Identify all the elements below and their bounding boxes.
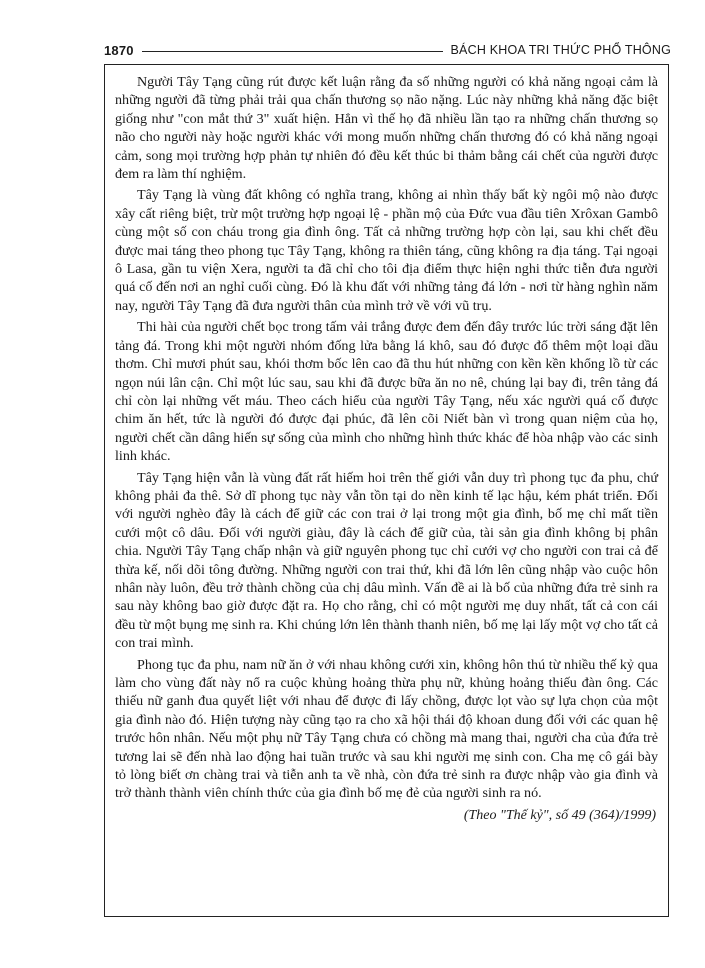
paragraph-burial-grounds: Tây Tạng là vùng đất không có nghĩa trang, không ai nhìn thấy bất kỳ ngôi mộ nào được xây cất riêng biệt, trừ một trường hợp ngoại lệ - phần mộ của Đức vua đầu tiên Xrôxan Gambô cùng một số con cháu trong gia đình ông. Tất cả những trường hợp còn lại, sau khi chết đều được mai táng theo phong tục Tây Tạng, không ra thiên táng, cũng không ra địa táng. Tại ngoại ô Lasa, gần tu viện Xera, người ta đã chỉ cho tôi địa điểm thực hiện nghi thức tiễn đưa người quá cố đến nơi an nghỉ cuối cùng. Đó là khu đất với những tảng đá lớn - nơi từ hàng nghìn năm nay, người Tây Tạng đã đưa người thân của mình trở về với vũ trụ. [115, 187, 658, 314]
paragraph-polyandry: Tây Tạng hiện vẫn là vùng đất rất hiếm hoi trên thế giới vẫn duy trì phong tục đa phu, chứ không phải đa thê. Sở dĩ phong tục này vẫn tồn tại do nền kinh tế lạc hậu, kém phát triển. Đối với người nghèo đây là cách để giữ các con trai ở lại trong một gia đình, bố mẹ chỉ mất tiền cưới một cô dâu. Đối với người giàu, đây là cách để giữ của, tài sản gia đình không bị phân chia. Người Tây Tạng chấp nhận và giữ nguyên phong tục chỉ cưới vợ cho người con trai cả để thừa kế, nối dõi tông đường. Những người con trai thứ, khi đã lớn lên cũng nhập vào cuộc hôn nhân này luôn, đều trở thành chồng của chị dâu mình. Vấn đề ai là bố của những đứa trẻ sinh ra sau này không bao giờ được đặt ra. Họ cho rằng, chỉ có một người mẹ duy nhất, tất cả con cái đều từ một bụng mẹ sinh ra. Khi chúng lớn lên thành thanh niên, bố mẹ lại lấy một vợ cho tất cả con trai mình. [115, 469, 658, 652]
running-title: BÁCH KHOA TRI THỨC PHỔ THÔNG [450, 43, 671, 57]
source-citation: (Theo "Thế kỷ", số 49 (364)/1999) [463, 807, 656, 823]
page-header [104, 38, 671, 62]
paragraph-marriage-customs: Phong tục đa phu, nam nữ ăn ở với nhau không cưới xin, không hôn thú từ nhiều thế kỷ qua làm cho vùng đất này nổ ra cuộc khủng hoảng thừa phụ nữ, khủng hoảng thiếu đàn ông. Các thiếu nữ ganh đua quyết liệt với nhau để được đi lấy chồng, được lọt vào sự lựa chọn của một gia đình nào đó. Hiện tượng này cũng tạo ra cho xã hội thái độ khoan dung đối với các quan hệ trước hôn nhân. Nếu một phụ nữ Tây Tạng chưa có chồng mà mang thai, người cha của đứa trẻ tương lai sẽ đến nhà lao động hai tuần trước và sau khi người mẹ sinh con. Cha mẹ cô gái bày tỏ lòng biết ơn chàng trai và tiễn anh ta về nhà, còn đứa trẻ sinh ra được nhập vào gia đình và trở thành thành viên chính thức của gia đình bố mẹ đẻ của người sinh ra nó. [115, 656, 658, 802]
article-box [104, 64, 669, 917]
page-number: 1870 [104, 42, 134, 58]
paragraph-sky-burial: Thi hài của người chết bọc trong tấm vải trắng được đem đến đây trước lúc trời sáng đặt lên tảng đá. Trong khi một người nhóm đống lửa bằng lá khô, sau đó được đổ thêm một loại dầu thơm. Chỉ mươi phút sau, khói thơm bốc lên cao đã thu hút những con kền kền khổng lồ từ các ngọn núi lân cận. Chỉ một lúc sau, sau khi đã được bữa ăn no nê, chúng lại bay đi, trên tảng đá chỉ còn lại những vết máu. Theo cách hiểu của người Tây Tạng, nếu xác người quá cố được chim ăn hết, tức là người đó được đại phúc, đã lên cõi Niết bàn vì trong quan niệm của họ, người chết cần dâng hiến sự sống của mình cho những hình thức khác để hòa nhập vào các sinh linh khác. [115, 319, 658, 465]
paragraph-telepathy: Người Tây Tạng cũng rút được kết luận rằng đa số những người có khả năng ngoại cảm là những người đã từng phải trải qua chấn thương sọ não nặng. Lúc này những khả năng đặc biệt giống như "con mắt thứ 3" xuất hiện. Hẳn vì thế họ đã nhiều lần tạo ra những chấn thương sọ não cho người này hoặc người khác với mong muốn những chấn thương đó có khả năng ngoại cảm, song mọi trường hợp phản tự nhiên đó đều kết thúc bi thảm bằng cái chết của người được đem ra làm thí nghiệm. [115, 74, 658, 183]
header-rule [142, 51, 443, 52]
